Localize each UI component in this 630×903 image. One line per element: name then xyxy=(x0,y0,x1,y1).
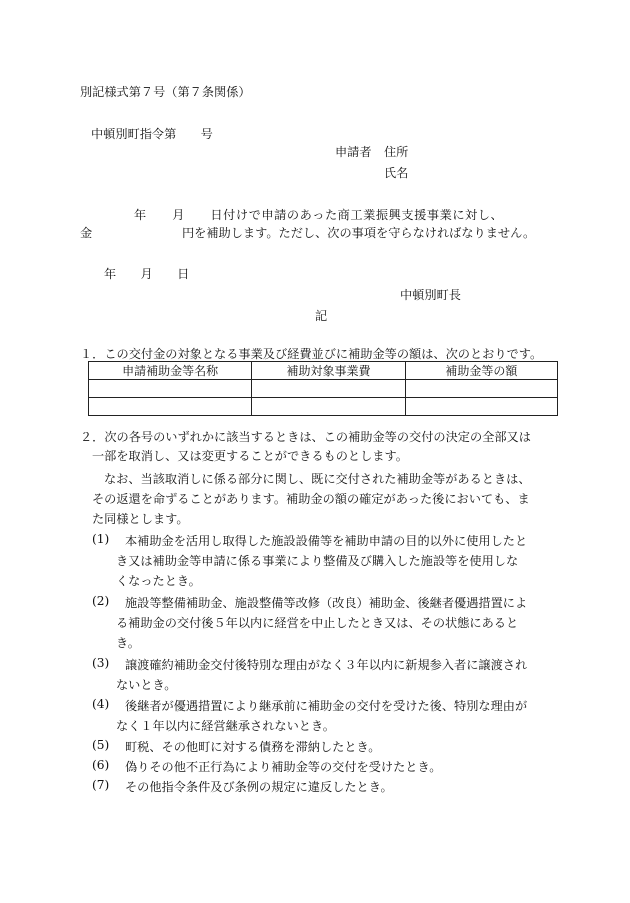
item-text-line: 譲渡確約補助金交付後特別な理由がなく３年以内に新規参入者に譲渡され xyxy=(125,658,528,672)
item-text-line: くなったとき。 xyxy=(116,574,201,588)
applicant-address-label: 住所 xyxy=(384,145,409,159)
issuer-name: 中頓別町長 xyxy=(400,288,461,302)
table-cell xyxy=(89,380,252,398)
grant-table xyxy=(88,361,558,416)
intro-amount-label: 金 xyxy=(80,226,93,240)
section-2-line: なお、当該取消しに係る部分に関し、既に交付された補助金等があるときは、 xyxy=(104,472,531,486)
table-cell xyxy=(405,380,557,398)
section-2-line: た同様とします。 xyxy=(92,512,189,526)
item-text-line: 偽りその他不正行為により補助金等の交付を受けたとき。 xyxy=(125,760,442,774)
item-text-line: き。 xyxy=(116,636,140,650)
item-number: (5) xyxy=(92,738,110,752)
section-2-line: ２．次の各号のいずれかに該当するときは、この補助金等の交付の決定の全部又は xyxy=(80,430,531,444)
table-header: 補助対象事業費 xyxy=(252,362,405,380)
item-text-line: き又は補助金等申請に係る事業により整備及び購入した施設等を使用しな xyxy=(116,554,519,568)
item-text-line: ないとき。 xyxy=(116,678,177,692)
issue-date: 年 月 日 xyxy=(104,267,190,281)
table-cell xyxy=(405,398,557,416)
item-text-line: 町税、その他町に対する債務を滞納したとき。 xyxy=(125,740,381,754)
item-text-line: なく１年以内に経営継承されないとき。 xyxy=(116,719,335,733)
order-number: 中頓別町指令第 号 xyxy=(91,127,213,141)
item-text-line: その他指令条件及び条例の規定に違反したとき。 xyxy=(125,780,393,794)
section-2-line: 一部を取消し、又は変更することができるものとします。 xyxy=(92,449,408,463)
table-header-row xyxy=(89,362,558,380)
item-text-line: 本補助金を活用し取得した施設設備等を補助申請の目的以外に使用したと xyxy=(125,534,528,548)
table-cell xyxy=(252,380,405,398)
table-header: 補助金等の額 xyxy=(405,362,557,380)
applicant-label: 申請者 xyxy=(335,145,372,159)
table-row xyxy=(89,398,558,416)
applicant-name-label: 氏名 xyxy=(384,166,409,180)
table-cell xyxy=(89,398,252,416)
item-text-line: 施設等整備補助金、施設整備等改修（改良）補助金、後継者優遇措置によ xyxy=(125,596,528,610)
table-row xyxy=(89,380,558,398)
table-header: 申請補助金等名称 xyxy=(89,362,252,380)
item-number: (7) xyxy=(92,778,110,792)
item-number: (2) xyxy=(92,594,110,608)
intro-line-2: 円を補助します。ただし、次の事項を守らなければなりません。 xyxy=(182,226,536,240)
item-number: (1) xyxy=(92,532,110,546)
ki-heading: 記 xyxy=(315,309,328,323)
item-number: (6) xyxy=(92,758,110,772)
intro-line-1: 年 月 日付けで申請のあった商工業振興支援事業に対し、 xyxy=(134,208,504,222)
section-1-text: １．この交付金の対象となる事業及び経費並びに補助金等の額は、次のとおりです。 xyxy=(80,347,543,361)
form-title: 別記様式第７号（第７条関係） xyxy=(80,85,251,99)
item-number: (4) xyxy=(92,697,110,711)
item-text-line: 後継者が優遇措置により継承前に補助金の交付を受けた後、特別な理由が xyxy=(125,699,528,713)
item-number: (3) xyxy=(92,656,110,670)
table-cell xyxy=(252,398,405,416)
section-2-line: その返還を命ずることがあります。補助金の額の確定があった後においても、ま xyxy=(92,492,530,506)
item-text-line: る補助金の交付後５年以内に経営を中止したとき又は、その状態にあると xyxy=(116,616,519,630)
